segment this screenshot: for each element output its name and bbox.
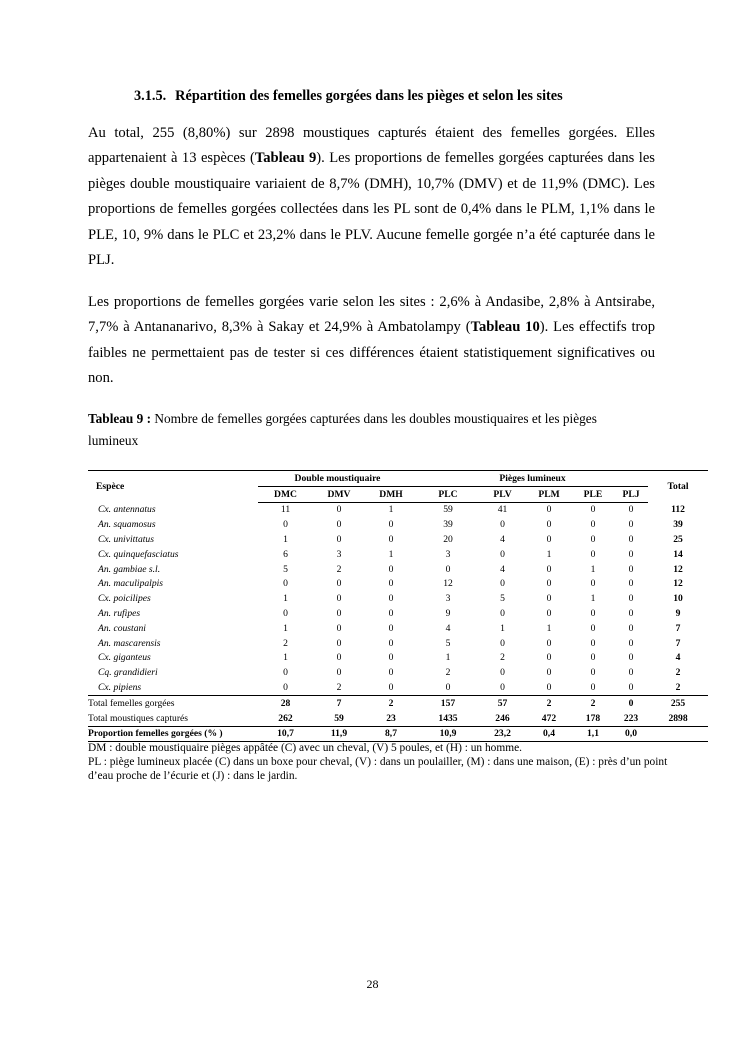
row-total: 9 [675, 608, 681, 620]
count-cell: 1 [283, 534, 288, 546]
table-row [88, 651, 708, 666]
summary-cell: 262 [278, 712, 293, 724]
table-10-reference: Tableau 10 [470, 319, 540, 336]
count-cell: 39 [443, 519, 453, 531]
count-cell: 6 [283, 548, 288, 560]
paragraph-1-text: Au total, 255 (8,80%) sur 2898 moustiques capturés étaient des femelles gorgées. Elles appartenaient à 13 espèces ( [88, 125, 655, 167]
summary-cell: 2 [526, 695, 572, 710]
table-row [88, 547, 708, 562]
pieges-lumineux-header: Pièges lumineux [417, 471, 648, 487]
count-cell: 0 [590, 534, 596, 546]
summary-cell: 157 [417, 695, 479, 710]
species-name: An. squamosus [98, 519, 156, 531]
row-total: 2 [675, 682, 681, 694]
summary-total: 255 [648, 695, 708, 710]
count-cell: 0 [388, 667, 394, 679]
count-cell: 0 [500, 578, 505, 590]
count-cell: 5 [500, 593, 505, 605]
count-cell: 0 [628, 667, 634, 679]
count-cell: 1 [500, 622, 505, 634]
summary-cell: 10,7 [258, 726, 313, 742]
count-cell: 2 [336, 682, 342, 694]
summary-cell: 2 [365, 695, 417, 710]
count-cell: 0 [628, 652, 634, 664]
count-cell: 0 [500, 548, 505, 560]
summary-cell: 59 [334, 712, 344, 724]
row-total: 7 [675, 637, 681, 649]
count-cell: 0 [546, 563, 552, 575]
row-total: 2 [675, 667, 681, 679]
table-header-row-1 [88, 471, 708, 487]
count-cell: 0 [628, 593, 634, 605]
table-notes [88, 741, 688, 784]
row-total: 12 [673, 563, 683, 575]
count-cell: 0 [628, 608, 634, 620]
count-cell: 0 [336, 622, 342, 634]
count-cell: 0 [628, 563, 634, 575]
row-total: 10 [673, 593, 683, 605]
table-row [88, 621, 708, 636]
count-cell: 0 [628, 519, 634, 531]
count-cell: 0 [500, 667, 505, 679]
table-caption [88, 408, 648, 452]
data-table [88, 470, 708, 742]
table-row [88, 562, 708, 577]
count-cell: 4 [500, 563, 505, 575]
paragraph-2 [88, 290, 655, 392]
count-cell: 0 [388, 622, 394, 634]
count-cell: 0 [546, 504, 552, 516]
count-cell: 0 [546, 578, 552, 590]
species-name: Cx. giganteus [98, 652, 151, 664]
count-cell: 41 [497, 504, 508, 516]
summary-cell: 1435 [438, 712, 458, 724]
table-row [88, 502, 708, 517]
count-cell: 0 [388, 652, 394, 664]
count-cell: 0 [388, 682, 394, 694]
count-cell: 0 [628, 637, 634, 649]
summary-label: Total moustiques capturés [88, 712, 189, 724]
species-name: An. gambiae s.l. [98, 563, 161, 575]
count-cell: 0 [336, 519, 342, 531]
count-cell: 2 [445, 667, 451, 679]
count-cell: 1 [388, 548, 394, 560]
table-row [88, 577, 708, 592]
count-cell: 12 [443, 578, 453, 590]
count-cell: 0 [388, 578, 394, 590]
table-row [88, 517, 708, 532]
count-cell: 5 [445, 637, 451, 649]
section-heading [134, 88, 563, 105]
column-header: PLE [572, 486, 614, 502]
count-cell: 0 [546, 652, 552, 664]
row-total: 12 [673, 578, 683, 590]
section-title: Répartition des femelles gorgées dans les pièges et selon les sites [175, 88, 563, 104]
row-total: 39 [673, 519, 683, 531]
count-cell: 0 [388, 534, 394, 546]
paragraph-1 [88, 121, 655, 273]
species-name: An. rufipes [98, 608, 141, 620]
summary-cell: 246 [495, 712, 510, 724]
count-cell: 4 [500, 534, 505, 546]
count-cell: 0 [628, 548, 634, 560]
summary-cell: 57 [479, 695, 526, 710]
paragraph-1-text-end: ). Les proportions de femelles gorgées capturées dans les pièges double moustiquaire variaient de 8,7% (DMH), 10,7% (DMV) et de 11,9% (DMC). Les proportions de femelles gorgées collectées dans les PL sont de 0,4% dans le PLM, 1,1% dans le PLE, 10, 9% dans le PLC et 23,2% dans le PLV. Aucune femelle gorgée n’a été capturée dans le PLJ. [88, 150, 655, 269]
count-cell: 0 [590, 622, 596, 634]
count-cell: 1 [590, 563, 596, 575]
count-cell: 1 [445, 652, 451, 664]
count-cell: 0 [336, 667, 342, 679]
count-cell: 0 [336, 637, 342, 649]
species-name: Cq. grandidieri [98, 667, 158, 679]
count-cell: 1 [388, 504, 394, 516]
count-cell: 1 [590, 593, 596, 605]
total-header: Total [648, 471, 708, 503]
row-total: 4 [675, 652, 681, 664]
count-cell: 0 [546, 682, 552, 694]
summary-cell: 8,7 [365, 726, 417, 742]
count-cell: 0 [388, 563, 394, 575]
count-cell: 59 [443, 504, 453, 516]
summary-cell: 23 [386, 712, 396, 724]
count-cell: 2 [336, 563, 342, 575]
count-cell: 0 [445, 563, 451, 575]
note-dm: DM : double moustiquaire pièges appâtée (C) avec un cheval, (V) 5 poules, et (H) : un homme. [88, 742, 522, 754]
summary-cell: 23,2 [479, 726, 526, 742]
count-cell: 3 [445, 548, 451, 560]
caption-text: Nombre de femelles gorgées capturées dans les doubles moustiquaires et les pièges lumineux [88, 411, 597, 448]
count-cell: 0 [590, 548, 596, 560]
row-total: 112 [671, 504, 685, 516]
species-name: Cx. antennatus [98, 504, 156, 516]
species-name: An. maculipalpis [98, 578, 164, 590]
count-cell: 0 [628, 682, 634, 694]
count-cell: 1 [546, 622, 552, 634]
table-row [88, 532, 708, 547]
count-cell: 1 [283, 593, 288, 605]
note-pl: PL : piège lumineux placée (C) dans un boxe pour cheval, (V) : dans un poulailler, (M) : dans une maison, (E) : près d’un point d’eau proche de l’écurie et (J) : dans le jardin. [88, 756, 668, 783]
count-cell: 0 [546, 637, 552, 649]
table-row [88, 591, 708, 606]
table-row [88, 665, 708, 680]
count-cell: 0 [500, 682, 505, 694]
count-cell: 0 [590, 637, 596, 649]
count-cell: 1 [283, 622, 288, 634]
count-cell: 0 [546, 519, 552, 531]
summary-total [648, 726, 708, 742]
count-cell: 0 [500, 608, 505, 620]
table-row [88, 680, 708, 695]
count-cell: 0 [628, 578, 634, 590]
column-header: PLV [479, 486, 526, 502]
species-name: An. coustani [98, 622, 146, 634]
count-cell: 0 [388, 519, 394, 531]
species-name: An. mascarensis [98, 637, 161, 649]
count-cell: 0 [336, 608, 342, 620]
summary-cell: 10,9 [417, 726, 479, 742]
count-cell: 0 [546, 534, 552, 546]
table-row [88, 636, 708, 651]
count-cell: 20 [443, 534, 453, 546]
table-row [88, 606, 708, 621]
count-cell: 0 [336, 534, 342, 546]
count-cell: 0 [590, 578, 596, 590]
column-header: PLC [417, 486, 479, 502]
species-name: Cx. poicilipes [98, 593, 151, 605]
summary-row [88, 695, 708, 710]
count-cell: 0 [590, 519, 596, 531]
table-9-reference: Tableau 9 [254, 150, 317, 167]
count-cell: 3 [336, 548, 342, 560]
summary-cell: 2 [572, 695, 614, 710]
summary-cell: 7 [313, 695, 365, 710]
column-header: DMC [258, 486, 313, 502]
count-cell: 0 [590, 608, 596, 620]
count-cell: 11 [280, 504, 291, 516]
caption-label: Tableau 9 : [88, 411, 152, 426]
count-cell: 0 [445, 682, 451, 694]
count-cell: 2 [283, 637, 288, 649]
summary-cell: 28 [258, 695, 313, 710]
species-name: Cx. quinquefasciatus [98, 548, 179, 560]
summary-cell: 223 [623, 712, 639, 724]
section-number: 3.1.5. [134, 88, 167, 104]
row-total: 14 [673, 548, 683, 560]
species-name: Cx. pipiens [98, 682, 142, 694]
summary-cell: 178 [585, 712, 601, 724]
count-cell: 0 [628, 504, 634, 516]
count-cell: 0 [388, 637, 394, 649]
count-cell: 0 [590, 504, 596, 516]
summary-label: Proportion femelles gorgées (% ) [88, 726, 258, 742]
double-moustiquaire-header: Double moustiquaire [258, 471, 417, 487]
count-cell: 0 [500, 519, 505, 531]
species-header: Espèce [88, 471, 258, 503]
count-cell: 5 [283, 563, 288, 575]
count-cell: 1 [283, 652, 288, 664]
count-cell: 0 [590, 667, 596, 679]
column-header: DMH [365, 486, 417, 502]
summary-cell: 11,9 [313, 726, 365, 742]
paragraph-2-text: Les proportions de femelles gorgées varie selon les sites : 2,6% à Andasibe, 2,8% à Antsirabe, 7,7% à Antananarivo, 8,3% à Sakay et 24,9% à Ambatolampy ( [88, 294, 655, 336]
count-cell: 1 [546, 548, 552, 560]
count-cell: 0 [336, 504, 342, 516]
summary-cell: 0,4 [526, 726, 572, 742]
species-name: Cx. univittatus [98, 534, 154, 546]
count-cell: 0 [336, 593, 342, 605]
row-total: 7 [675, 622, 681, 634]
summary-total: 2898 [668, 712, 688, 724]
count-cell: 0 [590, 652, 596, 664]
summary-cell: 0,0 [614, 726, 648, 742]
count-cell: 2 [500, 652, 505, 664]
summary-cell: 0 [614, 695, 648, 710]
column-header: PLJ [614, 486, 648, 502]
summary-row [88, 711, 708, 726]
count-cell: 0 [336, 652, 342, 664]
summary-row [88, 726, 708, 742]
page-number: 28 [366, 977, 379, 991]
count-cell: 0 [283, 682, 288, 694]
count-cell: 0 [500, 637, 505, 649]
summary-cell: 1,1 [572, 726, 614, 742]
column-header: DMV [313, 486, 365, 502]
count-cell: 0 [388, 608, 394, 620]
summary-label: Total femelles gorgées [88, 695, 258, 710]
count-cell: 0 [283, 578, 288, 590]
count-cell: 0 [283, 519, 288, 531]
row-total: 25 [673, 534, 683, 546]
count-cell: 0 [628, 622, 634, 634]
paragraph-2-text-end: ). Les effectifs trop faibles ne permettaient pas de tester si ces différences étaient statistiquement significatives ou non. [88, 319, 655, 387]
count-cell: 0 [546, 667, 552, 679]
count-cell: 3 [445, 593, 451, 605]
summary-cell: 472 [541, 712, 557, 724]
column-header: PLM [526, 486, 572, 502]
count-cell: 0 [546, 608, 552, 620]
count-cell: 0 [336, 578, 342, 590]
count-cell: 0 [628, 534, 634, 546]
count-cell: 4 [445, 622, 451, 634]
count-cell: 0 [388, 593, 394, 605]
count-cell: 0 [590, 682, 596, 694]
count-cell: 0 [283, 608, 288, 620]
count-cell: 0 [283, 667, 288, 679]
count-cell: 9 [445, 608, 451, 620]
count-cell: 0 [546, 593, 552, 605]
